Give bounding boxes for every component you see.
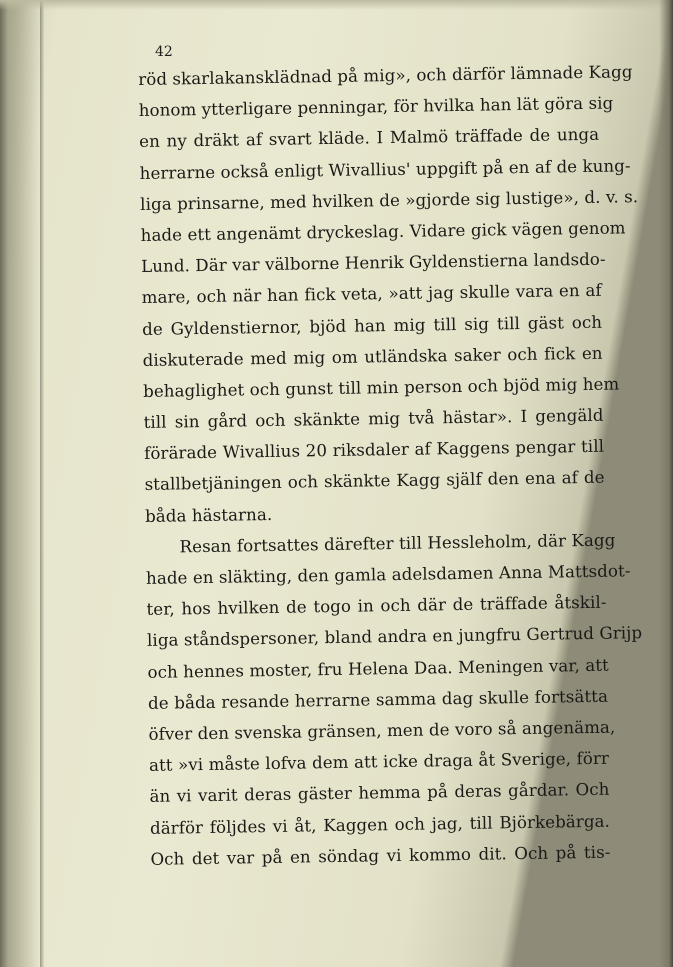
text-line: diskuterade med mig om utländska saker och fick en	[142, 343, 603, 370]
text-line: de båda resande herrarne samma dag skulle fortsätta	[147, 686, 609, 713]
gutter-line	[40, 0, 44, 967]
binding-shadow	[0, 0, 40, 967]
text-line: hade ett angenämt dryckeslag. Vidare gick vägen genom	[140, 218, 626, 245]
text-line: röd skarlakansklädnad på mig», och därför lämnade Kagg	[138, 62, 633, 89]
text-line: än vi varit deras gäster hemma på deras gårdar. Och	[149, 779, 610, 807]
text-line: och hennes moster, fru Helena Daa. Meningen var, att	[147, 655, 609, 682]
text-line: en ny dräkt af svart kläde. I Malmö träffade de unga	[139, 125, 600, 152]
text-line: att »vi måste lofva dem att icke draga åt Sverige, förr	[148, 748, 610, 776]
text-line: båda hästarna.	[144, 504, 273, 526]
text-line: därför följdes vi åt, Kaggen och jag, till Björkebärga.	[149, 811, 611, 838]
body-text	[138, 57, 643, 875]
text-line: hade en släkting, den gamla adelsdamen Anna Mattsdot-	[145, 561, 631, 588]
page-number: 42	[155, 44, 173, 60]
text-line: herrarne också enligt Wivallius' uppgift på en af de kung-	[139, 155, 631, 183]
text-line: till sin gård och skänkte mig två hästar». I gengäld	[143, 405, 604, 433]
text-line: behaglighet och gunst till min person och bjöd mig hem	[142, 374, 620, 401]
text-line: de Gyldenstiernor, bjöd han mig till sig till gäst och	[142, 312, 603, 339]
text-line: förärade Wivallius 20 riksdaler af Kaggens pengar till	[143, 436, 605, 464]
page-top-edge	[0, 0, 673, 10]
text-line: Resan fortsattes därefter till Hessleholm, där Kagg	[179, 530, 616, 557]
text-line: liga ståndspersoner, bland andra en jungfru Gertrud Grijp	[146, 623, 643, 651]
text-line: Och det var på en söndag vi kommo dit. Och på tis-	[150, 842, 611, 869]
text-line: Lund. Där var välborne Henrik Gyldenstierna landsdo-	[141, 249, 606, 277]
text-line: stallbetjäningen och skänkte Kagg själf den ena af de	[144, 468, 605, 495]
text-line: mare, och när han fick veta, »att jag skulle vara en af	[141, 281, 602, 308]
text-line: liga prinsarne, med hvilken de »gjorde sig lustige», d. v. s.	[140, 186, 639, 214]
text-line: honom ytterligare penningar, för hvilka han lät göra sig	[138, 93, 614, 121]
text-line: ter, hos hvilken de togo in och där de träffade åtskil-	[146, 592, 607, 620]
text-line: öfver den svenska gränsen, men de voro så angenäma,	[148, 717, 616, 744]
page-right-edge	[659, 0, 673, 967]
